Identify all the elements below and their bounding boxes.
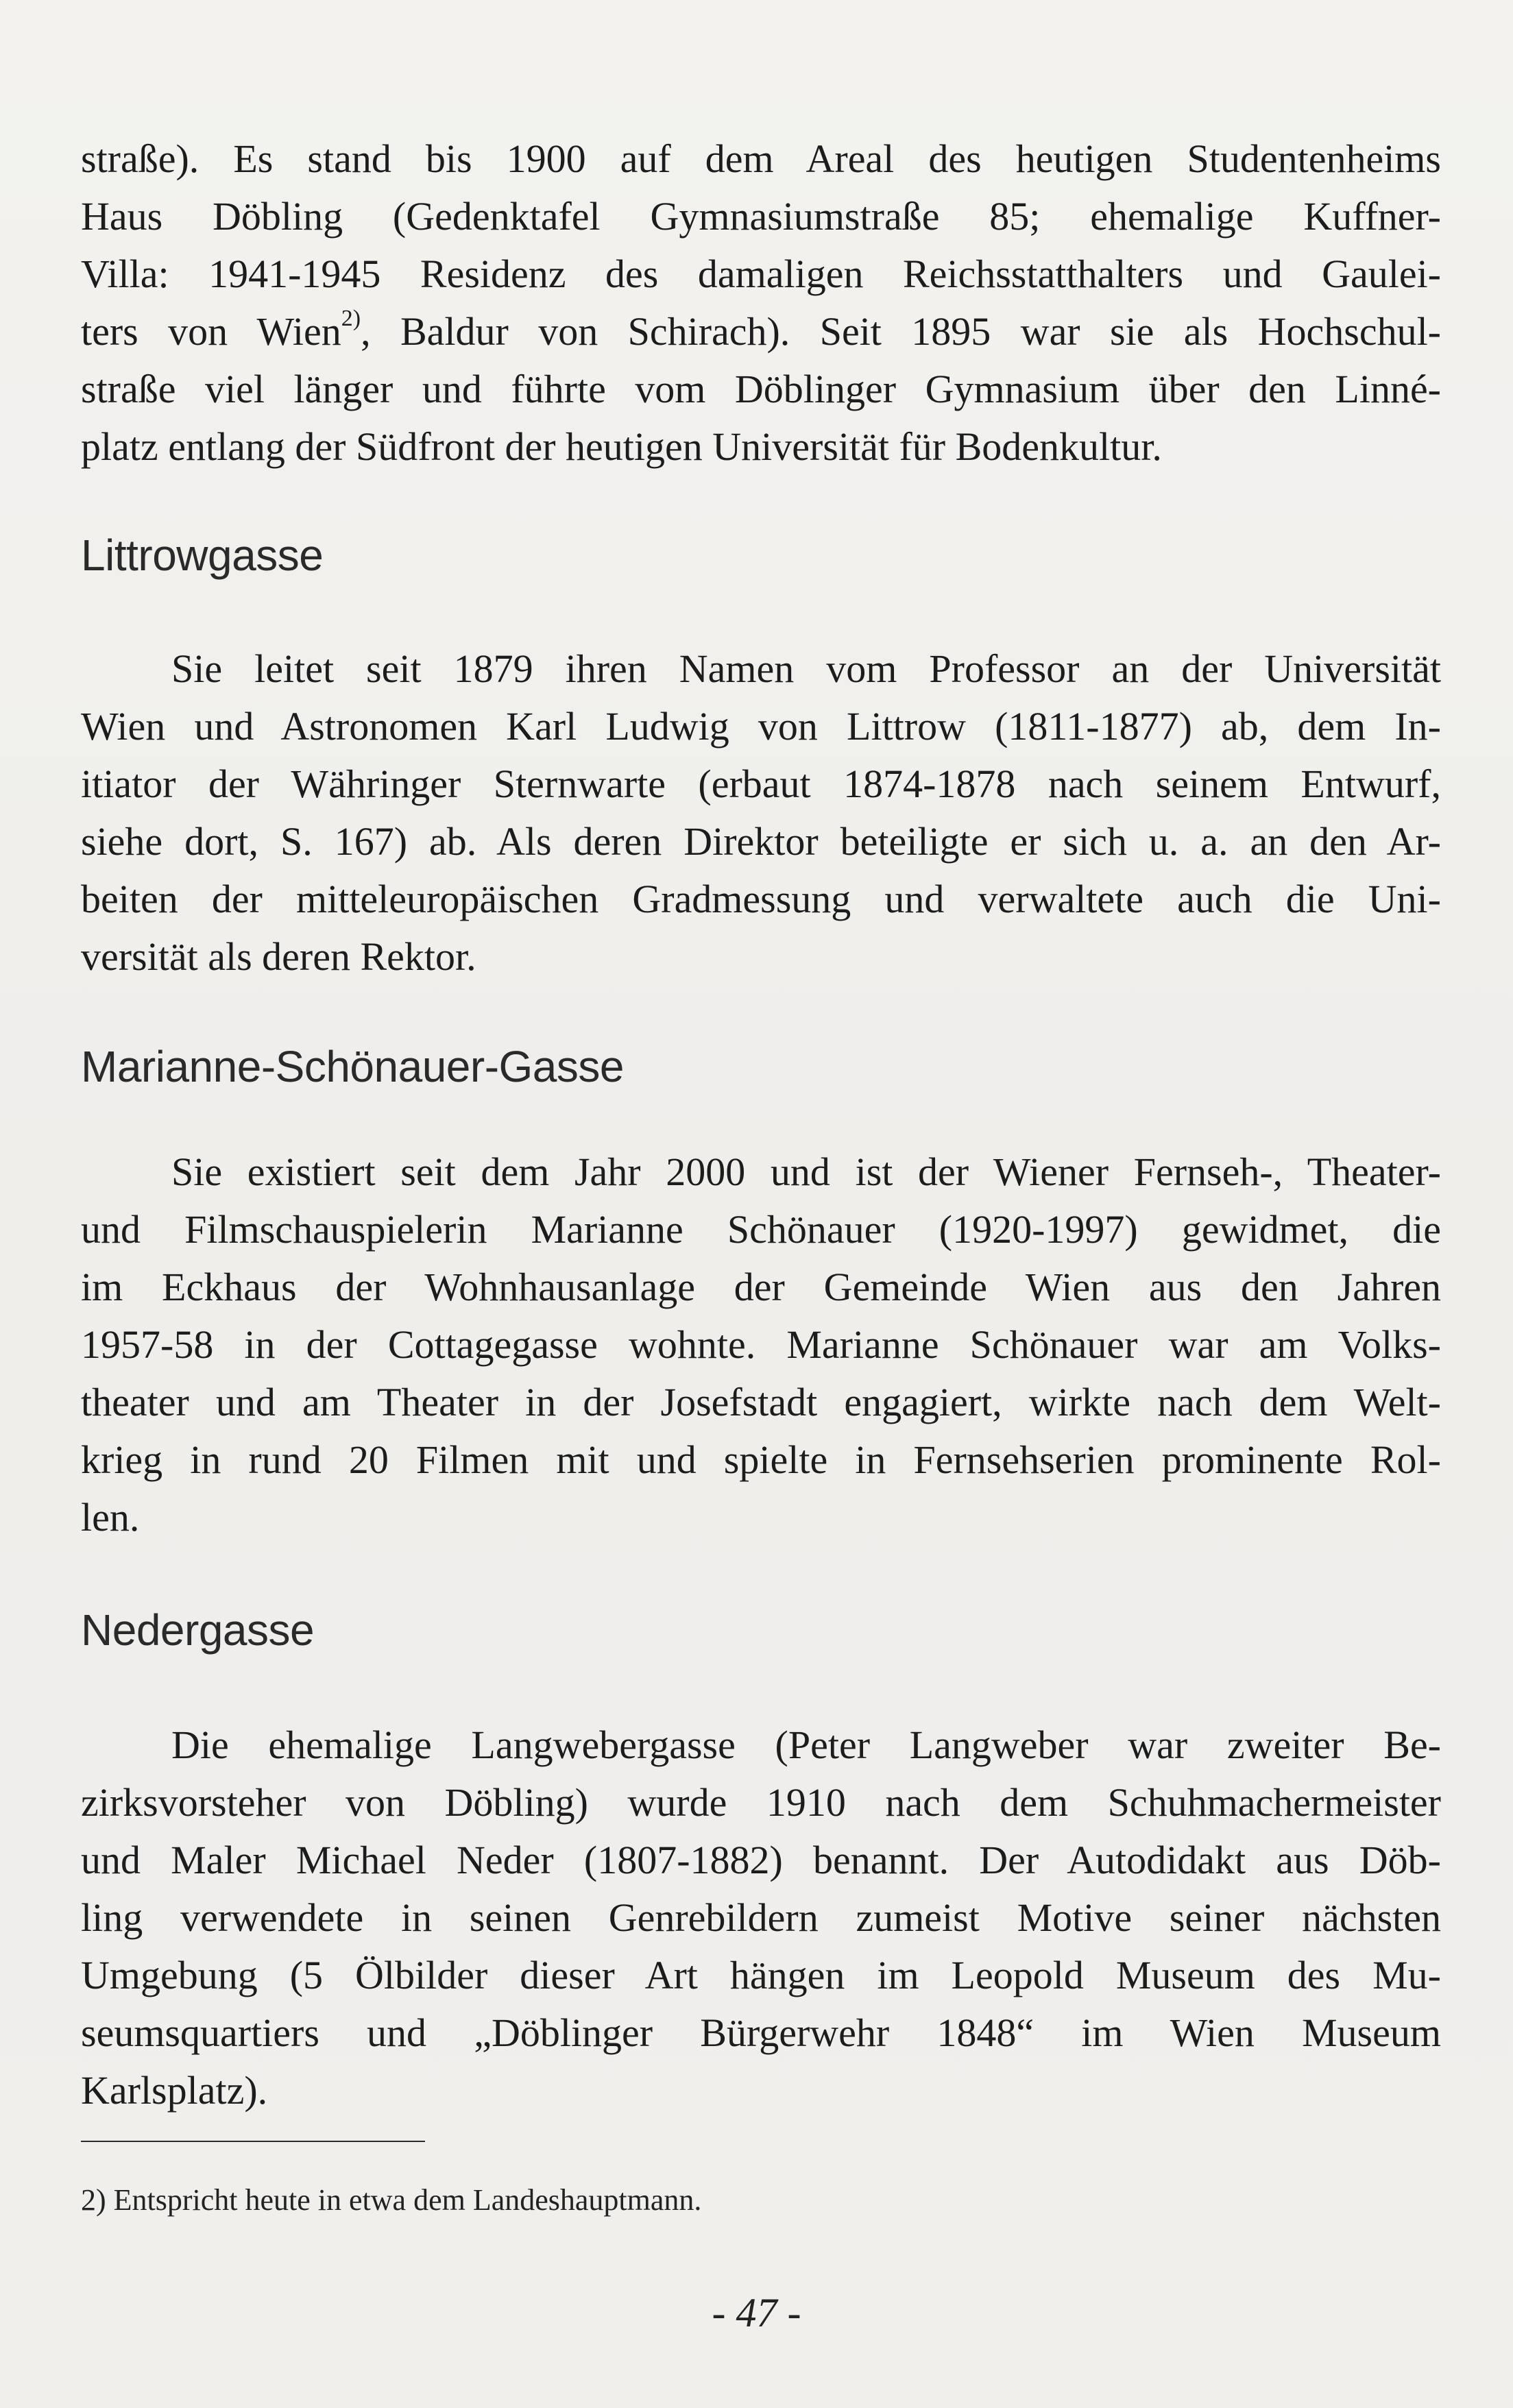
section-body-marianne-schoenauer-gasse [81, 1143, 1441, 1546]
text-line: Umgebung (5 Ölbilder dieser Art hängen im Leopold Museum des Mu- [81, 1953, 1441, 1997]
section-body-nedergasse [81, 1716, 1441, 2119]
text-line: zirksvorsteher von Döbling) wurde 1910 nach dem Schuhmachermeister [81, 1780, 1441, 1825]
text-line: platz entlang der Südfront der heutigen Universität für Bodenkultur. [81, 424, 1162, 469]
footnote-divider [81, 2141, 425, 2142]
section-heading-marianne-schoenauer-gasse: Marianne-Schönauer-Gasse [81, 1042, 624, 1091]
footnote: 2) Entspricht heute in etwa dem Landeshauptmann. [81, 2183, 702, 2217]
text-fragment: ters von Wien [81, 309, 341, 354]
section-heading-nedergasse: Nedergasse [81, 1605, 315, 1655]
text-line: Sie existiert seit dem Jahr 2000 und ist der Wiener Fernseh-, Theater- [171, 1150, 1441, 1194]
footnote-marker: 2) [341, 305, 361, 331]
text-line: straße). Es stand bis 1900 auf dem Areal des heutigen Studentenheims [81, 136, 1441, 181]
text-line: 1957-58 in der Cottagegasse wohnte. Marianne Schönauer war am Volks- [81, 1322, 1441, 1367]
text-line: itiator der Währinger Sternwarte (erbaut 1874-1878 nach seinem Entwurf, [81, 762, 1441, 806]
text-line: Die ehemalige Langwebergasse (Peter Langweber war zweiter Be- [171, 1723, 1441, 1767]
section-heading-littrowgasse: Littrowgasse [81, 531, 324, 580]
text-line: Sie leitet seit 1879 ihren Namen vom Professor an der Universität [171, 646, 1441, 691]
text-line: krieg in rund 20 Filmen mit und spielte in Fernsehserien prominente Rol- [81, 1437, 1441, 1482]
text-fragment: , Baldur von Schirach). Seit 1895 war sie als Hochschul- [361, 309, 1441, 354]
text-line: len. [81, 1495, 140, 1540]
text-line-with-footnote [81, 303, 1441, 361]
text-line: seumsquartiers und „Döblinger Bürgerwehr 1848“ im Wien Museum [81, 2010, 1441, 2055]
text-line: und Filmschauspielerin Marianne Schönauer (1920-1997) gewidmet, die [81, 1207, 1441, 1252]
text-line: siehe dort, S. 167) ab. Als deren Direktor beteiligte er sich u. a. an den Ar- [81, 819, 1441, 864]
text-line: Karlsplatz). [81, 2068, 268, 2113]
text-line: und Maler Michael Neder (1807-1882) benannt. Der Autodidakt aus Döb- [81, 1838, 1441, 1882]
text-line: versität als deren Rektor. [81, 934, 476, 979]
intro-paragraph [81, 130, 1441, 476]
text-line: im Eckhaus der Wohnhausanlage der Gemeinde Wien aus den Jahren [81, 1265, 1441, 1309]
text-line: Wien und Astronomen Karl Ludwig von Littrow (1811-1877) ab, dem In- [81, 704, 1441, 749]
text-line: straße viel länger und führte vom Döblinger Gymnasium über den Linné- [81, 367, 1441, 411]
text-line: Haus Döbling (Gedenktafel Gymnasiumstraße 85; ehemalige Kuffner- [81, 194, 1441, 239]
text-line: theater und am Theater in der Josefstadt engagiert, wirkte nach dem Welt- [81, 1380, 1441, 1424]
text-line: Villa: 1941-1945 Residenz des damaligen Reichsstatthalters und Gaulei- [81, 252, 1441, 296]
page-number: - 47 - [712, 2290, 801, 2335]
section-body-littrowgasse [81, 640, 1441, 986]
text-line: ling verwendete in seinen Genrebildern zumeist Motive seiner nächsten [81, 1895, 1441, 1940]
text-line: beiten der mitteleuropäischen Gradmessung und verwaltete auch die Uni- [81, 877, 1441, 921]
